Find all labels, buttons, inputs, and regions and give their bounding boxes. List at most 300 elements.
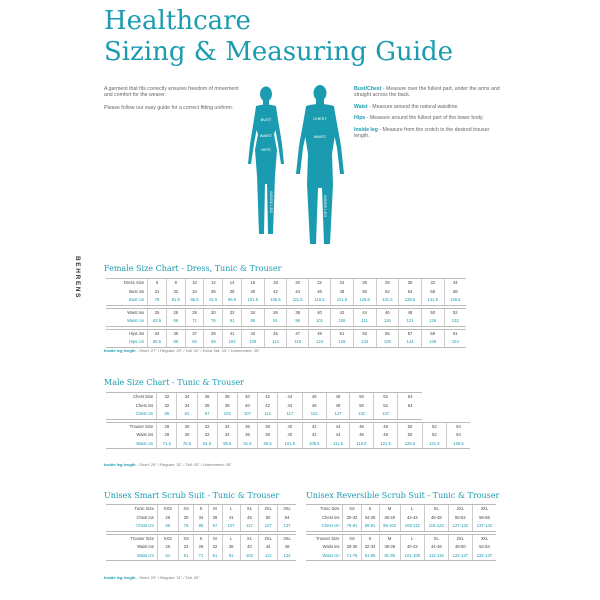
- table-cell: 38: [217, 402, 237, 411]
- table-row: [106, 338, 466, 347]
- table-cell: 106: [331, 317, 354, 326]
- table-row: [306, 543, 496, 552]
- female-figure: [248, 87, 284, 235]
- table-cell: 30: [178, 514, 194, 523]
- table-cell: 50: [398, 431, 422, 440]
- table-cell: 28: [157, 422, 177, 431]
- table-row: [106, 543, 296, 552]
- table-row: [106, 514, 296, 523]
- table-cell: 46: [350, 422, 374, 431]
- table-cell: 44: [278, 393, 302, 402]
- table-cell: 129: [331, 338, 354, 347]
- table-cell: 38: [217, 393, 237, 402]
- table-cell: 44: [353, 308, 376, 317]
- table-cell: 2XL: [259, 505, 278, 514]
- table-cell: 43: [241, 329, 264, 338]
- table-cell: 28: [194, 543, 208, 552]
- table-cell: 54: [278, 514, 296, 523]
- table-cell: 76: [204, 317, 223, 326]
- table-cell: 38: [258, 422, 278, 431]
- table-cell: 136.5: [447, 440, 471, 449]
- table-cell: M: [379, 505, 400, 514]
- table-cell: 34: [185, 288, 204, 297]
- row-label: Waist ins: [137, 544, 154, 549]
- table-cell: 81.5: [166, 296, 185, 305]
- table-cell: 48-50: [448, 543, 472, 552]
- table-cell: 104: [223, 338, 242, 347]
- row-label: Trouser Size: [106, 534, 157, 543]
- table-cell: 44: [326, 422, 349, 431]
- table-cell: 3XL: [472, 505, 496, 514]
- table-cell: 121.5: [373, 440, 397, 449]
- table-cell: 34: [148, 329, 167, 338]
- table-cell: 26: [166, 308, 185, 317]
- table-row: [306, 552, 496, 561]
- table-cell: 20: [157, 543, 178, 552]
- table-cell: 38-40: [379, 514, 400, 523]
- table-cell: 38: [258, 431, 278, 440]
- table-row: [306, 534, 496, 543]
- table-cell: 34: [241, 308, 264, 317]
- table-cell: 45: [264, 329, 287, 338]
- definition-waist: Waist - Measure around the natural waistline.: [354, 103, 459, 110]
- table-cell: XS: [343, 505, 361, 514]
- table-cell: 154: [444, 338, 466, 347]
- table-cell: 97: [208, 522, 222, 531]
- table-cell: 44: [326, 431, 349, 440]
- table-cell: 46-48: [424, 514, 448, 523]
- table-cell: 99: [204, 338, 223, 347]
- table-cell: 40: [308, 308, 330, 317]
- table-cell: 121.5: [331, 296, 354, 305]
- table-cell: 40: [278, 431, 302, 440]
- table-cell: 44: [278, 402, 302, 411]
- table-cell: 34: [444, 279, 466, 288]
- table-cell: 44: [287, 288, 309, 297]
- table-cell: 20: [287, 279, 309, 288]
- table-cell: 44: [259, 543, 278, 552]
- table-cell: 52: [422, 422, 446, 431]
- table-cell: 26: [157, 514, 178, 523]
- table-cell: XL: [424, 534, 448, 543]
- table-cell: 126.5: [398, 440, 422, 449]
- table-cell: 96.5: [258, 440, 278, 449]
- brand-logo: [74, 256, 88, 346]
- table-cell: 46: [376, 308, 399, 317]
- table-cell: 137: [278, 522, 296, 531]
- table-cell: 48: [373, 422, 397, 431]
- table-cell: 30-32: [343, 514, 361, 523]
- table-row: [106, 431, 470, 440]
- table-cell: 121: [399, 317, 422, 326]
- table-cell: 3XL: [278, 534, 296, 543]
- table-cell: 112: [258, 410, 278, 419]
- table-cell: 86.5: [185, 296, 204, 305]
- table-cell: XS: [343, 534, 361, 543]
- table-cell: 126: [421, 317, 444, 326]
- male-inside-leg-label: INSIDE LEG: [323, 194, 328, 218]
- table-cell: 71.5: [157, 440, 177, 449]
- table-cell: 28: [185, 308, 204, 317]
- table-cell: 86: [157, 410, 177, 419]
- female-chart-title: Female Size Chart - Dress, Tunic & Trouser: [104, 264, 282, 273]
- table-cell: 22: [308, 279, 330, 288]
- table-cell: 86.5: [217, 440, 237, 449]
- table-cell: 102: [217, 410, 237, 419]
- table-cell: 42: [258, 393, 278, 402]
- table-cell: 66: [157, 522, 178, 531]
- row-label: Chest cm: [106, 522, 157, 531]
- table-cell: 16: [241, 279, 264, 288]
- table-cell: 50: [398, 422, 422, 431]
- male-size-table: [106, 392, 470, 449]
- definition-bust: Bust/Chest - Measure over the fullest part, under the arms and straight across the back.: [354, 86, 500, 99]
- table-cell: 42-44: [400, 514, 424, 523]
- table-cell: 122: [278, 552, 296, 561]
- row-label: Waist cm: [106, 440, 157, 449]
- table-cell: 24: [331, 279, 354, 288]
- table-cell: 127: [259, 522, 278, 531]
- title-line-2: Sizing & Measuring Guide: [104, 37, 454, 67]
- male-figure: [296, 85, 344, 244]
- table-cell: 10: [185, 279, 204, 288]
- table-cell: 12: [204, 279, 223, 288]
- row-label: Chest Size: [106, 393, 157, 402]
- smart-leg-note: Inside leg length - Short: 29" / Regular: 31" / Tall: 33": [104, 575, 200, 580]
- row-label: Waist ins: [136, 432, 154, 437]
- table-cell: 132: [444, 317, 466, 326]
- definition-inside-leg: Inside leg - Measure from the crotch to the desired trouser length.: [354, 126, 490, 140]
- table-cell: XL: [240, 534, 258, 543]
- table-cell: 40-42: [400, 543, 424, 552]
- table-cell: 52-54: [472, 543, 496, 552]
- table-cell: XL: [240, 505, 258, 514]
- table-cell: 39: [204, 329, 223, 338]
- table-cell: 112-116: [424, 552, 448, 561]
- table-cell: 94: [185, 338, 204, 347]
- table-cell: 54: [398, 393, 422, 402]
- table-cell: 101: [308, 317, 330, 326]
- table-cell: 34-36: [361, 514, 379, 523]
- table-cell: 114: [264, 338, 287, 347]
- row-label: Hips cm: [106, 338, 148, 347]
- table-cell: 122-127: [448, 552, 472, 561]
- table-cell: 136.5: [399, 296, 422, 305]
- table-cell: 134: [353, 338, 376, 347]
- table-cell: 59: [421, 329, 444, 338]
- table-cell: 81.5: [197, 440, 217, 449]
- table-cell: 40: [240, 543, 258, 552]
- table-cell: 46: [302, 393, 326, 402]
- table-cell: 6: [148, 279, 167, 288]
- table-cell: 76.5: [177, 440, 197, 449]
- table-cell: 2XL: [448, 505, 472, 514]
- table-cell: 137-142: [472, 522, 496, 531]
- table-cell: 51: [157, 552, 178, 561]
- table-row: [106, 552, 296, 561]
- reversible-suit-title: Unisex Reversible Scrub Suit - Tunic & Trouser: [306, 491, 500, 500]
- table-cell: 25: [148, 308, 167, 317]
- table-cell: 91-96: [379, 552, 400, 561]
- table-cell: 53: [353, 329, 376, 338]
- table-cell: 32: [208, 543, 222, 552]
- table-cell: 32: [197, 422, 217, 431]
- table-cell: 91.5: [237, 440, 257, 449]
- table-cell: 47: [287, 329, 309, 338]
- table-cell: 56-56: [472, 514, 496, 523]
- measurement-definitions: [354, 86, 504, 144]
- row-label: Dress Size: [106, 279, 148, 288]
- table-cell: 50: [259, 514, 278, 523]
- table-cell: 3XL: [472, 534, 496, 543]
- table-cell: 36: [237, 422, 257, 431]
- table-cell: 106.5: [264, 296, 287, 305]
- table-row: [106, 308, 466, 317]
- table-cell: L: [400, 505, 424, 514]
- table-cell: 52: [373, 402, 397, 411]
- table-cell: 97: [197, 410, 217, 419]
- table-cell: 36-38: [379, 543, 400, 552]
- table-cell: 8: [166, 279, 185, 288]
- table-cell: 63.5: [148, 317, 167, 326]
- table-cell: XXS: [157, 505, 178, 514]
- table-cell: 48: [399, 308, 422, 317]
- female-size-table: [106, 278, 466, 348]
- table-cell: 32: [421, 279, 444, 288]
- table-cell: 41: [222, 514, 240, 523]
- table-cell: 76-81: [343, 522, 361, 531]
- row-label: Bust ins: [129, 288, 145, 294]
- table-cell: 52: [376, 288, 399, 297]
- table-cell: 52: [422, 431, 446, 440]
- table-cell: 36: [197, 393, 217, 402]
- table-cell: XXS: [157, 534, 178, 543]
- male-leg-note: Inside leg length - Short: 29" / Regular: 31" / Tall: 33" / Unhemmed: 35": [104, 462, 232, 467]
- table-cell: 48: [373, 431, 397, 440]
- table-cell: 40: [237, 393, 257, 402]
- table-cell: S: [361, 534, 379, 543]
- female-leg-note: Inside leg length - Short: 27" / Regular: 29" / Tall: 31" / Extra Tall: 33" / Unhemmed: 35": [104, 348, 260, 353]
- table-cell: 89: [166, 338, 185, 347]
- table-cell: 109: [241, 338, 264, 347]
- table-cell: 2XL: [259, 534, 278, 543]
- table-cell: 32: [223, 308, 242, 317]
- table-cell: 3XL: [278, 505, 296, 514]
- table-row: [106, 440, 470, 449]
- row-label: Waist ins: [106, 308, 148, 317]
- male-chest-label: CHEST: [313, 116, 327, 121]
- table-cell: 149: [421, 338, 444, 347]
- row-label: Waist cm: [306, 552, 343, 561]
- table-row: [106, 393, 470, 402]
- table-cell: 24: [178, 543, 194, 552]
- table-cell: 46: [240, 514, 258, 523]
- table-cell: 106.5: [302, 440, 326, 449]
- table-cell: 50-52: [448, 514, 472, 523]
- table-cell: 57: [399, 329, 422, 338]
- row-label: Waist ins: [322, 544, 340, 549]
- brand-wordmark: BEHRENS: [74, 256, 81, 299]
- row-label: Trouser Size: [306, 534, 343, 543]
- table-cell: 132-137: [472, 552, 496, 561]
- table-cell: 126.5: [353, 296, 376, 305]
- table-cell: 30: [204, 308, 223, 317]
- table-cell: 41: [223, 329, 242, 338]
- table-cell: 2XL: [448, 534, 472, 543]
- table-cell: 117: [278, 410, 302, 419]
- table-cell: 28-30: [343, 543, 361, 552]
- table-cell: 111.5: [287, 296, 309, 305]
- page-title: [104, 6, 453, 68]
- table-cell: 38: [208, 514, 222, 523]
- table-cell: 50: [421, 308, 444, 317]
- table-cell: 86: [241, 317, 264, 326]
- table-cell: L: [222, 505, 240, 514]
- male-chart-title: Male Size Chart - Tunic & Trouser: [104, 378, 244, 387]
- table-cell: 32: [157, 402, 177, 411]
- table-cell: 36: [197, 402, 217, 411]
- table-cell: 30: [177, 431, 197, 440]
- row-label: Chest ins: [322, 514, 340, 520]
- table-cell: 40: [278, 422, 302, 431]
- table-cell: 50: [350, 393, 374, 402]
- female-waist-label: WAIST: [259, 133, 273, 138]
- table-cell: 32: [197, 431, 217, 440]
- table-cell: 42: [331, 308, 354, 317]
- table-cell: 117: [240, 522, 258, 531]
- row-label: Tunic Size: [306, 505, 343, 514]
- table-cell: 131.5: [422, 440, 446, 449]
- table-cell: 34: [217, 422, 237, 431]
- table-cell: 107: [222, 522, 240, 531]
- table-cell: 132: [350, 410, 374, 419]
- table-cell: 36: [222, 543, 240, 552]
- row-label: Waist cm: [106, 317, 148, 326]
- reversible-suit-table: [306, 504, 496, 561]
- table-cell: S: [194, 505, 208, 514]
- table-row: [106, 534, 296, 543]
- table-cell: 54: [399, 288, 422, 297]
- table-row: [306, 522, 496, 531]
- table-cell: 46: [350, 431, 374, 440]
- row-label: Hips ins: [106, 329, 148, 338]
- table-cell: 40: [237, 402, 257, 411]
- body-measurement-figures: [244, 84, 348, 260]
- table-cell: L: [400, 534, 424, 543]
- table-cell: 40: [241, 288, 264, 297]
- table-cell: 61: [444, 329, 466, 338]
- table-cell: 46: [302, 402, 326, 411]
- female-inside-leg-label: INSIDE LEG: [269, 190, 274, 214]
- table-row: [106, 279, 466, 288]
- table-cell: 54: [398, 402, 422, 411]
- table-cell: 111: [353, 317, 376, 326]
- table-cell: 31: [148, 288, 167, 297]
- table-cell: 42: [264, 288, 287, 297]
- table-row: [106, 522, 296, 531]
- table-cell: 86.5: [148, 338, 167, 347]
- table-cell: 137: [373, 410, 397, 419]
- table-row: [306, 505, 496, 514]
- table-cell: 38: [223, 288, 242, 297]
- table-cell: 34: [177, 402, 197, 411]
- intro-paragraph-1: A garment that fits correctly ensures freedom of movement and comfort for the wearer.: [104, 86, 239, 99]
- table-cell: 42: [258, 402, 278, 411]
- table-cell: 34: [194, 514, 208, 523]
- table-cell: 96.5: [223, 296, 242, 305]
- table-cell: XS: [178, 534, 194, 543]
- table-cell: 101-106: [400, 552, 424, 561]
- row-label: Tunic Size: [106, 505, 157, 514]
- table-cell: 34: [177, 393, 197, 402]
- table-cell: 28: [376, 279, 399, 288]
- table-cell: 71: [185, 317, 204, 326]
- row-label: Waist cm: [106, 552, 157, 561]
- table-cell: S: [361, 505, 379, 514]
- table-cell: 96-102: [379, 522, 400, 531]
- table-cell: 124: [308, 338, 330, 347]
- table-cell: 56: [421, 288, 444, 297]
- table-cell: 32-34: [361, 543, 379, 552]
- table-cell: 18: [264, 279, 287, 288]
- table-cell: 106-112: [400, 522, 424, 531]
- table-cell: 86-91: [361, 522, 379, 531]
- table-cell: 37: [185, 329, 204, 338]
- table-row: [306, 514, 496, 523]
- smart-suit-table: [106, 504, 296, 561]
- table-cell: 46: [308, 288, 330, 297]
- row-label: Chest ins: [136, 514, 154, 520]
- table-cell: 96: [287, 317, 309, 326]
- table-cell: M: [208, 505, 222, 514]
- table-cell: 81: [223, 317, 242, 326]
- table-cell: 32: [157, 393, 177, 402]
- table-cell: 66: [166, 317, 185, 326]
- table-cell: 146.5: [444, 296, 466, 305]
- table-cell: 86: [194, 522, 208, 531]
- table-cell: 34: [217, 431, 237, 440]
- table-cell: 54: [447, 422, 471, 431]
- table-cell: 79: [148, 296, 167, 305]
- table-cell: 52: [444, 308, 466, 317]
- table-cell: 116.5: [308, 296, 330, 305]
- table-cell: 38: [287, 308, 309, 317]
- table-cell: 50: [353, 288, 376, 297]
- table-cell: 14: [223, 279, 242, 288]
- table-cell: 44-46: [424, 543, 448, 552]
- table-cell: 61: [178, 552, 194, 561]
- table-cell: 91: [264, 317, 287, 326]
- table-cell: 71: [194, 552, 208, 561]
- table-cell: 48: [326, 393, 349, 402]
- table-cell: 58: [444, 288, 466, 297]
- table-cell: 42: [302, 422, 326, 431]
- intro-paragraph-2: Please follow our easy guide for a correct fitting uniform.: [104, 104, 234, 111]
- table-cell: 91.5: [204, 296, 223, 305]
- table-cell: 127: [326, 410, 349, 419]
- table-row: [106, 422, 470, 431]
- table-cell: 28: [157, 431, 177, 440]
- table-cell: 50: [350, 402, 374, 411]
- table-cell: 122: [302, 410, 326, 419]
- table-cell: 127-132: [448, 522, 472, 531]
- table-cell: 116.5: [350, 440, 374, 449]
- table-cell: 101.5: [278, 440, 302, 449]
- table-cell: 42: [302, 431, 326, 440]
- table-cell: 107: [237, 410, 257, 419]
- table-cell: 116: [376, 317, 399, 326]
- definition-hips: Hips - Measure around the fullest part of the lower body.: [354, 115, 484, 122]
